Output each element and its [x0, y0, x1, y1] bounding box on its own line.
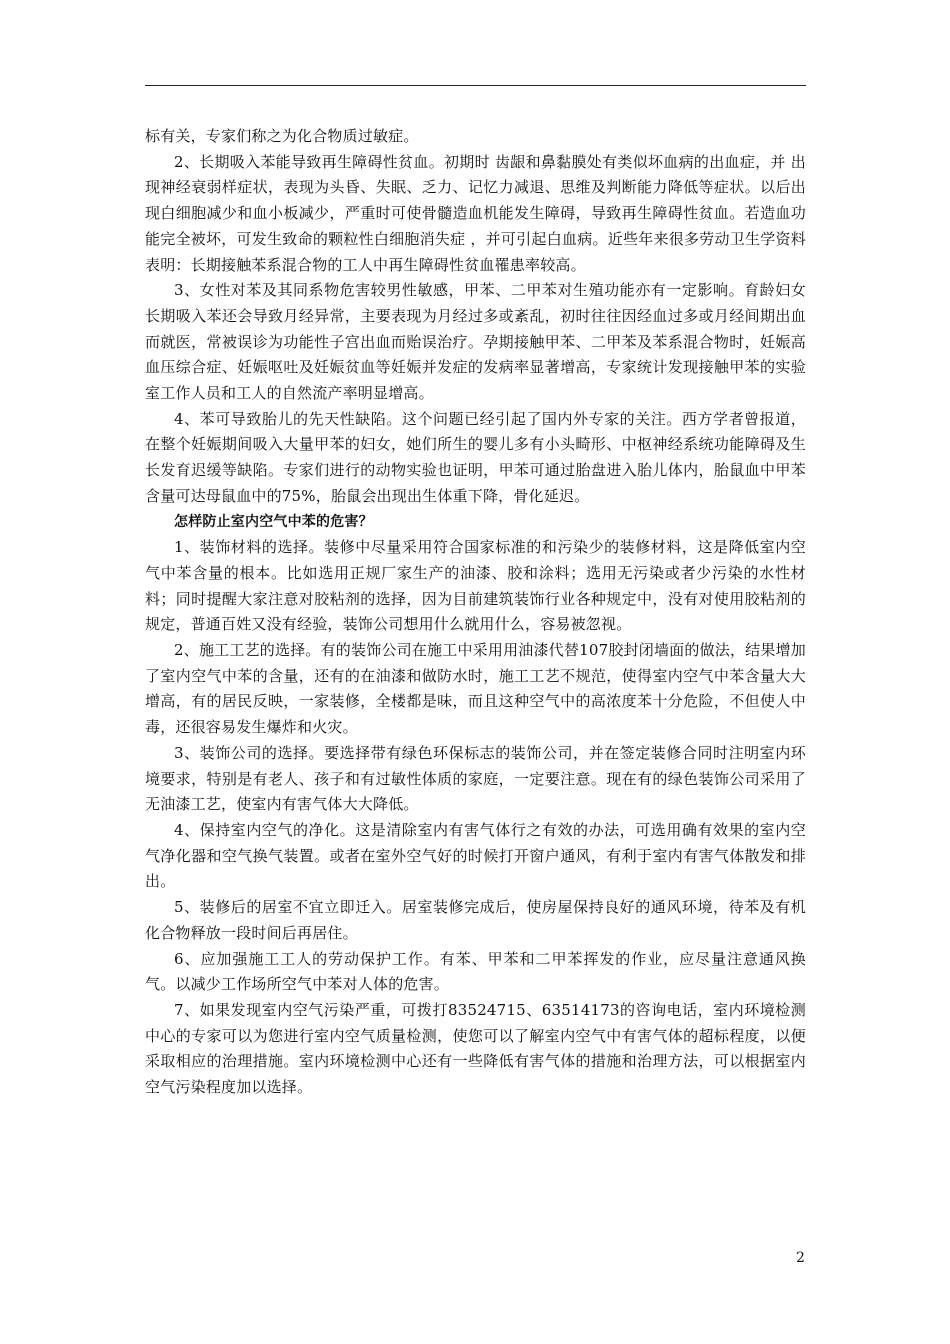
paragraph-item-4-birth-defects: 4、苯可导致胎儿的先天性缺陷。这个问题已经引起了国内外专家的关注。西方学者曾报道，在整个妊娠期间吸入大量甲苯的妇女，她们所生的婴儿多有小头畸形、中枢神经系统功能障碍及生长发育迟缓等缺陷。专家们进行的动物实验也证明，甲苯可通过胎盘进入胎儿体内，胎鼠血中甲苯含量可达母鼠血中的75%，胎鼠会出现出生体重下降，骨化延迟。 — [145, 409, 806, 505]
paragraph-item-2-anemia: 2、长期吸入苯能导致再生障碍性贫血。初期时 齿龈和鼻黏膜处有类似坏血病的出血症，并 出现神经衰弱样症状，表现为头昏、失眠、乏力、记忆力减退、思维及判断能力降低等症状。以后出现白细胞减少和血小板减少，严重时可使骨髓造血机能发生障碍，导致再生障碍性贫血。若造血功能完全被坏，可发生致命的颗粒性白细胞消失症 ，并可引起白血病。近些年来很多劳动卫生学资料表明：长期接触苯系混合物的工人中再生障碍性贫血罹患率较高。 — [145, 152, 806, 274]
paragraph-prevention-2: 2、施工工艺的选择。有的装饰公司在施工中采用用油漆代替107胶封闭墙面的做法，结果增加了室内空气中苯的含量，还有的在油漆和做防水时，施工工艺不规范，使得室内空气中苯含量大大增高，有的居民反映，一家装修，全楼都是味，而且这种空气中的高浓度苯十分危险，不但使人中毒，还很容易发生爆炸和火灾。 — [145, 641, 806, 737]
page-number: 2 — [796, 1250, 805, 1266]
paragraph-continuation: 标有关，专家们称之为化合物质过敏症。 — [145, 127, 419, 145]
document-body — [145, 124, 806, 1101]
paragraph-prevention-7: 7、如果发现室内空气污染严重，可拨打83524715、63514173的咨询电话，室内环境检测中心的专家可以为您进行室内空气质量检测，使您可以了解室内空气中有害气体的超标程度，以便采取相应的治理措施。室内环境检测中心还有一些降低有害气体的措施和治理方法，可以根据室内空气污染程度加以选择。 — [145, 1000, 806, 1097]
paragraph-prevention-6: 6、应加强施工工人的劳动保护工作。有苯、甲苯和二甲苯挥发的作业，应尽量注意通风换气。以减少工作场所空气中苯对人体的危害。 — [145, 949, 806, 994]
paragraph-prevention-5: 5、装修后的居室不宜立即迁入。居室装修完成后，使房屋保持良好的通风环境，待苯及有机化合物释放一段时间后再居住。 — [145, 898, 806, 942]
section-heading: 怎样防止室内空气中苯的危害？ — [174, 513, 373, 530]
paragraph-prevention-4: 4、保持室内空气的净化。这是清除室内有害气体行之有效的办法，可选用确有效果的室内空气净化器和空气换气装置。或者在室外空气好的时候打开窗户通风，有利于室内有害气体散发和排出。 — [145, 820, 806, 891]
paragraph-prevention-3: 3、装饰公司的选择。要选择带有绿色环保标志的装饰公司，并在签定装修合同时注明室内环境要求，特别是有老人、孩子和有过敏性体质的家庭，一定要注意。现在有的绿色装饰公司采用了无油漆工艺，使室内有害气体大大降低。 — [145, 743, 806, 814]
paragraph-prevention-1: 1、装饰材料的选择。装修中尽量采用符合国家标准的和污染少的装修材料，这是降低室内空气中苯含量的根本。比如选用正规厂家生产的油漆、胶和涂料；选用无污染或者少污染的水性材料；同时提醒大家注意对胶粘剂的选择，因为目前建筑装饰行业各种规定中，没有对使用胶粘剂的规定，普通百姓又没有经验，装饰公司想用什么就用什么，容易被忽视。 — [145, 538, 806, 634]
header-rule — [145, 85, 806, 86]
paragraph-item-3-reproductive: 3、女性对苯及其同系物危害较男性敏感，甲苯、二甲苯对生殖功能亦有一定影响。育龄妇女长期吸入苯还会导致月经异常，主要表现为月经过多或紊乱，初时往往因经血过多或月经间期出血而就医，常被误诊为功能性子宫出血而贻误治疗。孕期接触甲苯、二甲苯及苯系混合物时，妊娠高血压综合症、妊娠呕吐及妊娠贫血等妊娠并发症的发病率显著增高，专家统计发现接触甲苯的实验室工作人员和工人的自然流产率明显增高。 — [145, 281, 806, 403]
